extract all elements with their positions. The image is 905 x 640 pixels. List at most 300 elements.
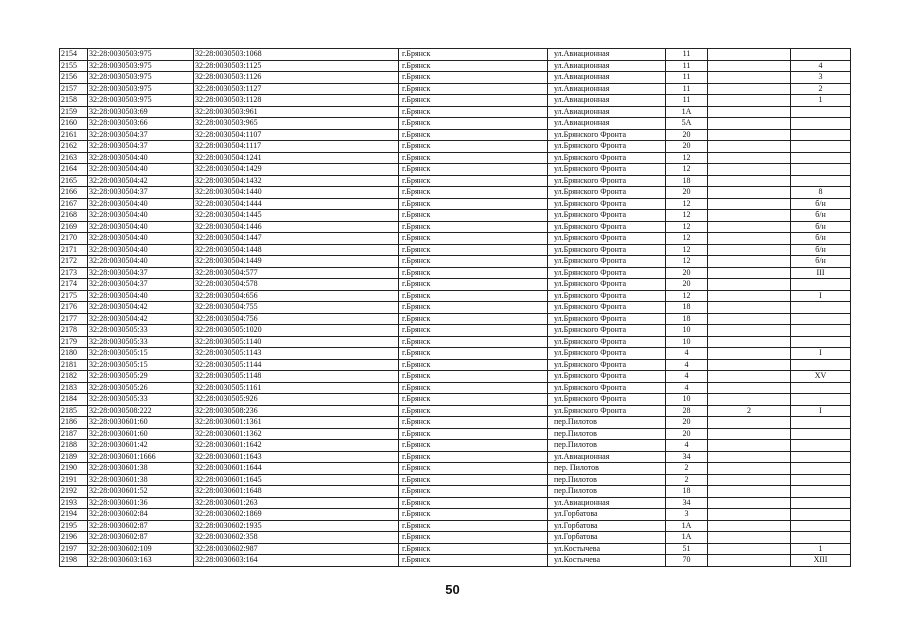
house-number-cell: 4 (666, 371, 708, 383)
street-cell: ул.Авиационная (548, 106, 666, 118)
street-cell: ул.Авиационная (548, 72, 666, 84)
apartment-cell (791, 49, 851, 61)
parcel-cadastral-number-cell: 32:28:0030505:15 (88, 359, 194, 371)
house-number-cell: 2 (666, 474, 708, 486)
apartment-cell: б/н (791, 198, 851, 210)
parcel-cadastral-number-cell: 32:28:0030602:84 (88, 509, 194, 521)
apartment-cell (791, 313, 851, 325)
city-cell: г.Брянск (399, 371, 548, 383)
row-number-cell: 2156 (60, 72, 88, 84)
street-cell: ул.Брянского Фронта (548, 405, 666, 417)
street-cell: ул.Брянского Фронта (548, 210, 666, 222)
house-number-cell: 70 (666, 555, 708, 567)
row-number-cell: 2168 (60, 210, 88, 222)
apartment-cell: 3 (791, 72, 851, 84)
row-number-cell: 2182 (60, 371, 88, 383)
city-cell: г.Брянск (399, 474, 548, 486)
row-number-cell: 2191 (60, 474, 88, 486)
building-corpus-cell (708, 198, 791, 210)
parcel-cadastral-number-cell: 32:28:0030601:38 (88, 463, 194, 475)
street-cell: ул.Брянского Фронта (548, 187, 666, 199)
house-number-cell: 20 (666, 417, 708, 429)
parcel-cadastral-number-cell: 32:28:0030601:52 (88, 486, 194, 498)
parcel-cadastral-number-cell: 32:28:0030503:975 (88, 83, 194, 95)
city-cell: г.Брянск (399, 129, 548, 141)
table-row (60, 129, 851, 141)
building-corpus-cell (708, 543, 791, 555)
apartment-cell (791, 118, 851, 130)
apartment-cell (791, 532, 851, 544)
city-cell: г.Брянск (399, 221, 548, 233)
house-number-cell: 4 (666, 359, 708, 371)
table-row (60, 221, 851, 233)
street-cell: ул.Брянского Фронта (548, 198, 666, 210)
street-cell: пер.Пилотов (548, 428, 666, 440)
row-number-cell: 2180 (60, 348, 88, 360)
street-cell: ул.Авиационная (548, 451, 666, 463)
house-number-cell: 2 (666, 463, 708, 475)
parcel-cadastral-number-cell: 32:28:0030601:38 (88, 474, 194, 486)
row-number-cell: 2166 (60, 187, 88, 199)
building-cadastral-number-cell: 32:28:0030602:1869 (194, 509, 399, 521)
apartment-cell (791, 394, 851, 406)
building-corpus-cell (708, 440, 791, 452)
street-cell: пер. Пилотов (548, 463, 666, 475)
parcel-cadastral-number-cell: 32:28:0030504:40 (88, 290, 194, 302)
apartment-cell: б/н (791, 233, 851, 245)
street-cell: ул.Авиационная (548, 49, 666, 61)
building-corpus-cell (708, 141, 791, 153)
building-cadastral-number-cell: 32:28:0030504:1440 (194, 187, 399, 199)
building-cadastral-number-cell: 32:28:0030602:1935 (194, 520, 399, 532)
street-cell: ул.Горбатова (548, 509, 666, 521)
parcel-cadastral-number-cell: 32:28:0030504:40 (88, 221, 194, 233)
house-number-cell: 18 (666, 175, 708, 187)
building-corpus-cell (708, 279, 791, 291)
building-corpus-cell (708, 95, 791, 107)
apartment-cell: б/н (791, 256, 851, 268)
apartment-cell: III (791, 267, 851, 279)
building-cadastral-number-cell: 32:28:0030601:1642 (194, 440, 399, 452)
building-cadastral-number-cell: 32:28:0030503:1128 (194, 95, 399, 107)
row-number-cell: 2177 (60, 313, 88, 325)
city-cell: г.Брянск (399, 325, 548, 337)
building-cadastral-number-cell: 32:28:0030602:987 (194, 543, 399, 555)
building-cadastral-number-cell: 32:28:0030503:1127 (194, 83, 399, 95)
building-corpus-cell (708, 509, 791, 521)
row-number-cell: 2172 (60, 256, 88, 268)
street-cell: ул.Брянского Фронта (548, 302, 666, 314)
street-cell: ул.Брянского Фронта (548, 394, 666, 406)
building-cadastral-number-cell: 32:28:0030503:1125 (194, 60, 399, 72)
building-cadastral-number-cell: 32:28:0030505:1020 (194, 325, 399, 337)
row-number-cell: 2184 (60, 394, 88, 406)
building-cadastral-number-cell: 32:28:0030505:1161 (194, 382, 399, 394)
building-corpus-cell (708, 371, 791, 383)
building-cadastral-number-cell: 32:28:0030503:1068 (194, 49, 399, 61)
street-cell: ул.Брянского Фронта (548, 371, 666, 383)
row-number-cell: 2162 (60, 141, 88, 153)
building-cadastral-number-cell: 32:28:0030504:1449 (194, 256, 399, 268)
city-cell: г.Брянск (399, 279, 548, 291)
street-cell: ул.Брянского Фронта (548, 141, 666, 153)
row-number-cell: 2189 (60, 451, 88, 463)
parcel-cadastral-number-cell: 32:28:0030505:29 (88, 371, 194, 383)
building-cadastral-number-cell: 32:28:0030505:1143 (194, 348, 399, 360)
building-corpus-cell (708, 233, 791, 245)
apartment-cell (791, 279, 851, 291)
house-number-cell: 4 (666, 382, 708, 394)
parcel-cadastral-number-cell: 32:28:0030602:87 (88, 532, 194, 544)
row-number-cell: 2157 (60, 83, 88, 95)
building-corpus-cell (708, 336, 791, 348)
table-row (60, 313, 851, 325)
table-row (60, 118, 851, 130)
table-row (60, 141, 851, 153)
building-cadastral-number-cell: 32:28:0030603:164 (194, 555, 399, 567)
table-row (60, 279, 851, 291)
building-corpus-cell (708, 106, 791, 118)
city-cell: г.Брянск (399, 106, 548, 118)
apartment-cell (791, 417, 851, 429)
building-cadastral-number-cell: 32:28:0030601:1644 (194, 463, 399, 475)
table-row (60, 382, 851, 394)
building-cadastral-number-cell: 32:28:0030504:1117 (194, 141, 399, 153)
city-cell: г.Брянск (399, 451, 548, 463)
parcel-cadastral-number-cell: 32:28:0030503:975 (88, 95, 194, 107)
building-corpus-cell (708, 348, 791, 360)
building-cadastral-number-cell: 32:28:0030503:961 (194, 106, 399, 118)
house-number-cell: 3 (666, 509, 708, 521)
row-number-cell: 2179 (60, 336, 88, 348)
table-row (60, 428, 851, 440)
apartment-cell (791, 129, 851, 141)
house-number-cell: 12 (666, 221, 708, 233)
parcel-cadastral-number-cell: 32:28:0030602:87 (88, 520, 194, 532)
row-number-cell: 2175 (60, 290, 88, 302)
register-sheet (59, 48, 851, 567)
parcel-cadastral-number-cell: 32:28:0030505:26 (88, 382, 194, 394)
parcel-cadastral-number-cell: 32:28:0030503:69 (88, 106, 194, 118)
parcel-cadastral-number-cell: 32:28:0030603:163 (88, 555, 194, 567)
table-row (60, 463, 851, 475)
house-number-cell: 51 (666, 543, 708, 555)
table-row (60, 187, 851, 199)
house-number-cell: 10 (666, 325, 708, 337)
building-cadastral-number-cell: 32:28:0030504:578 (194, 279, 399, 291)
row-number-cell: 2173 (60, 267, 88, 279)
cadastral-table (59, 48, 851, 567)
apartment-cell (791, 497, 851, 509)
building-corpus-cell (708, 244, 791, 256)
apartment-cell: I (791, 348, 851, 360)
parcel-cadastral-number-cell: 32:28:0030504:40 (88, 244, 194, 256)
row-number-cell: 2183 (60, 382, 88, 394)
row-number-cell: 2192 (60, 486, 88, 498)
street-cell: ул.Авиационная (548, 60, 666, 72)
row-number-cell: 2161 (60, 129, 88, 141)
table-body (60, 49, 851, 567)
building-cadastral-number-cell: 32:28:0030503:965 (194, 118, 399, 130)
building-corpus-cell (708, 129, 791, 141)
apartment-cell: 4 (791, 60, 851, 72)
building-corpus-cell (708, 428, 791, 440)
street-cell: ул.Брянского Фронта (548, 267, 666, 279)
parcel-cadastral-number-cell: 32:28:0030504:40 (88, 164, 194, 176)
parcel-cadastral-number-cell: 32:28:0030503:975 (88, 72, 194, 84)
city-cell: г.Брянск (399, 49, 548, 61)
house-number-cell: 18 (666, 313, 708, 325)
city-cell: г.Брянск (399, 336, 548, 348)
row-number-cell: 2188 (60, 440, 88, 452)
city-cell: г.Брянск (399, 463, 548, 475)
city-cell: г.Брянск (399, 83, 548, 95)
row-number-cell: 2167 (60, 198, 88, 210)
building-cadastral-number-cell: 32:28:0030602:358 (194, 532, 399, 544)
apartment-cell (791, 336, 851, 348)
apartment-cell (791, 164, 851, 176)
table-row (60, 520, 851, 532)
table-row (60, 95, 851, 107)
building-corpus-cell (708, 555, 791, 567)
row-number-cell: 2170 (60, 233, 88, 245)
street-cell: ул.Брянского Фронта (548, 382, 666, 394)
table-row (60, 543, 851, 555)
table-row (60, 371, 851, 383)
city-cell: г.Брянск (399, 428, 548, 440)
apartment-cell (791, 382, 851, 394)
apartment-cell (791, 486, 851, 498)
table-row (60, 256, 851, 268)
table-row (60, 210, 851, 222)
building-corpus-cell (708, 417, 791, 429)
street-cell: ул.Авиационная (548, 95, 666, 107)
building-cadastral-number-cell: 32:28:0030504:1429 (194, 164, 399, 176)
building-cadastral-number-cell: 32:28:0030504:1445 (194, 210, 399, 222)
apartment-cell (791, 440, 851, 452)
city-cell: г.Брянск (399, 95, 548, 107)
street-cell: ул.Авиационная (548, 118, 666, 130)
house-number-cell: 20 (666, 267, 708, 279)
parcel-cadastral-number-cell: 32:28:0030508:222 (88, 405, 194, 417)
street-cell: пер.Пилотов (548, 440, 666, 452)
house-number-cell: 12 (666, 164, 708, 176)
apartment-cell: I (791, 290, 851, 302)
row-number-cell: 2155 (60, 60, 88, 72)
street-cell: ул.Авиационная (548, 497, 666, 509)
city-cell: г.Брянск (399, 440, 548, 452)
street-cell: ул.Брянского Фронта (548, 348, 666, 360)
row-number-cell: 2165 (60, 175, 88, 187)
table-row (60, 394, 851, 406)
city-cell: г.Брянск (399, 405, 548, 417)
city-cell: г.Брянск (399, 382, 548, 394)
street-cell: ул.Брянского Фронта (548, 359, 666, 371)
parcel-cadastral-number-cell: 32:28:0030504:40 (88, 256, 194, 268)
city-cell: г.Брянск (399, 141, 548, 153)
parcel-cadastral-number-cell: 32:28:0030505:33 (88, 336, 194, 348)
building-corpus-cell (708, 49, 791, 61)
table-row (60, 440, 851, 452)
city-cell: г.Брянск (399, 313, 548, 325)
parcel-cadastral-number-cell: 32:28:0030503:66 (88, 118, 194, 130)
table-row (60, 417, 851, 429)
building-cadastral-number-cell: 32:28:0030601:1361 (194, 417, 399, 429)
building-cadastral-number-cell: 32:28:0030505:1148 (194, 371, 399, 383)
building-corpus-cell (708, 394, 791, 406)
table-row (60, 532, 851, 544)
building-cadastral-number-cell: 32:28:0030504:1448 (194, 244, 399, 256)
building-corpus-cell (708, 210, 791, 222)
city-cell: г.Брянск (399, 267, 548, 279)
street-cell: ул.Брянского Фронта (548, 313, 666, 325)
building-cadastral-number-cell: 32:28:0030504:1444 (194, 198, 399, 210)
parcel-cadastral-number-cell: 32:28:0030504:40 (88, 152, 194, 164)
building-cadastral-number-cell: 32:28:0030504:656 (194, 290, 399, 302)
city-cell: г.Брянск (399, 164, 548, 176)
building-corpus-cell (708, 175, 791, 187)
city-cell: г.Брянск (399, 302, 548, 314)
row-number-cell: 2163 (60, 152, 88, 164)
house-number-cell: 12 (666, 198, 708, 210)
table-row (60, 336, 851, 348)
city-cell: г.Брянск (399, 532, 548, 544)
table-row (60, 348, 851, 360)
city-cell: г.Брянск (399, 486, 548, 498)
building-corpus-cell (708, 256, 791, 268)
apartment-cell: б/н (791, 210, 851, 222)
table-row (60, 302, 851, 314)
table-row (60, 359, 851, 371)
street-cell: ул.Брянского Фронта (548, 256, 666, 268)
house-number-cell: 4 (666, 348, 708, 360)
building-cadastral-number-cell: 32:28:0030505:1140 (194, 336, 399, 348)
street-cell: ул.Брянского Фронта (548, 221, 666, 233)
parcel-cadastral-number-cell: 32:28:0030504:37 (88, 279, 194, 291)
apartment-cell: 1 (791, 95, 851, 107)
table-row (60, 175, 851, 187)
street-cell: ул.Костычева (548, 555, 666, 567)
parcel-cadastral-number-cell: 32:28:0030504:40 (88, 210, 194, 222)
house-number-cell: 18 (666, 302, 708, 314)
table-row (60, 497, 851, 509)
apartment-cell (791, 175, 851, 187)
building-corpus-cell (708, 451, 791, 463)
city-cell: г.Брянск (399, 520, 548, 532)
table-row (60, 72, 851, 84)
house-number-cell: 12 (666, 256, 708, 268)
row-number-cell: 2185 (60, 405, 88, 417)
parcel-cadastral-number-cell: 32:28:0030504:37 (88, 129, 194, 141)
row-number-cell: 2181 (60, 359, 88, 371)
city-cell: г.Брянск (399, 359, 548, 371)
street-cell: ул.Горбатова (548, 520, 666, 532)
house-number-cell: 18 (666, 486, 708, 498)
table-row (60, 267, 851, 279)
apartment-cell: б/н (791, 221, 851, 233)
table-row (60, 451, 851, 463)
house-number-cell: 20 (666, 129, 708, 141)
building-corpus-cell (708, 221, 791, 233)
row-number-cell: 2154 (60, 49, 88, 61)
apartment-cell (791, 463, 851, 475)
apartment-cell: XIII (791, 555, 851, 567)
table-row (60, 486, 851, 498)
apartment-cell (791, 152, 851, 164)
building-corpus-cell (708, 382, 791, 394)
apartment-cell (791, 509, 851, 521)
house-number-cell: 34 (666, 497, 708, 509)
apartment-cell: I (791, 405, 851, 417)
building-corpus-cell (708, 72, 791, 84)
row-number-cell: 2159 (60, 106, 88, 118)
row-number-cell: 2174 (60, 279, 88, 291)
house-number-cell: 20 (666, 187, 708, 199)
city-cell: г.Брянск (399, 187, 548, 199)
apartment-cell (791, 106, 851, 118)
city-cell: г.Брянск (399, 198, 548, 210)
row-number-cell: 2176 (60, 302, 88, 314)
parcel-cadastral-number-cell: 32:28:0030505:15 (88, 348, 194, 360)
building-cadastral-number-cell: 32:28:0030601:1362 (194, 428, 399, 440)
building-corpus-cell (708, 83, 791, 95)
house-number-cell: 1А (666, 532, 708, 544)
building-corpus-cell (708, 164, 791, 176)
parcel-cadastral-number-cell: 32:28:0030504:37 (88, 187, 194, 199)
apartment-cell (791, 428, 851, 440)
parcel-cadastral-number-cell: 32:28:0030504:40 (88, 233, 194, 245)
parcel-cadastral-number-cell: 32:28:0030601:1666 (88, 451, 194, 463)
house-number-cell: 11 (666, 49, 708, 61)
table-row (60, 164, 851, 176)
house-number-cell: 12 (666, 233, 708, 245)
building-cadastral-number-cell: 32:28:0030601:1643 (194, 451, 399, 463)
city-cell: г.Брянск (399, 244, 548, 256)
building-corpus-cell (708, 290, 791, 302)
house-number-cell: 1А (666, 520, 708, 532)
table-row (60, 290, 851, 302)
city-cell: г.Брянск (399, 417, 548, 429)
building-cadastral-number-cell: 32:28:0030508:236 (194, 405, 399, 417)
house-number-cell: 11 (666, 72, 708, 84)
table-row (60, 555, 851, 567)
table-row (60, 509, 851, 521)
building-corpus-cell (708, 152, 791, 164)
apartment-cell (791, 520, 851, 532)
street-cell: пер.Пилотов (548, 486, 666, 498)
house-number-cell: 1А (666, 106, 708, 118)
house-number-cell: 10 (666, 336, 708, 348)
city-cell: г.Брянск (399, 290, 548, 302)
building-corpus-cell: 2 (708, 405, 791, 417)
row-number-cell: 2186 (60, 417, 88, 429)
street-cell: ул.Брянского Фронта (548, 279, 666, 291)
city-cell: г.Брянск (399, 152, 548, 164)
building-cadastral-number-cell: 32:28:0030505:1144 (194, 359, 399, 371)
building-corpus-cell (708, 302, 791, 314)
parcel-cadastral-number-cell: 32:28:0030505:33 (88, 394, 194, 406)
row-number-cell: 2190 (60, 463, 88, 475)
street-cell: ул.Брянского Фронта (548, 244, 666, 256)
apartment-cell: 2 (791, 83, 851, 95)
house-number-cell: 12 (666, 290, 708, 302)
table-row (60, 405, 851, 417)
street-cell: ул.Брянского Фронта (548, 290, 666, 302)
street-cell: ул.Брянского Фронта (548, 175, 666, 187)
apartment-cell (791, 474, 851, 486)
parcel-cadastral-number-cell: 32:28:0030505:33 (88, 325, 194, 337)
building-corpus-cell (708, 463, 791, 475)
